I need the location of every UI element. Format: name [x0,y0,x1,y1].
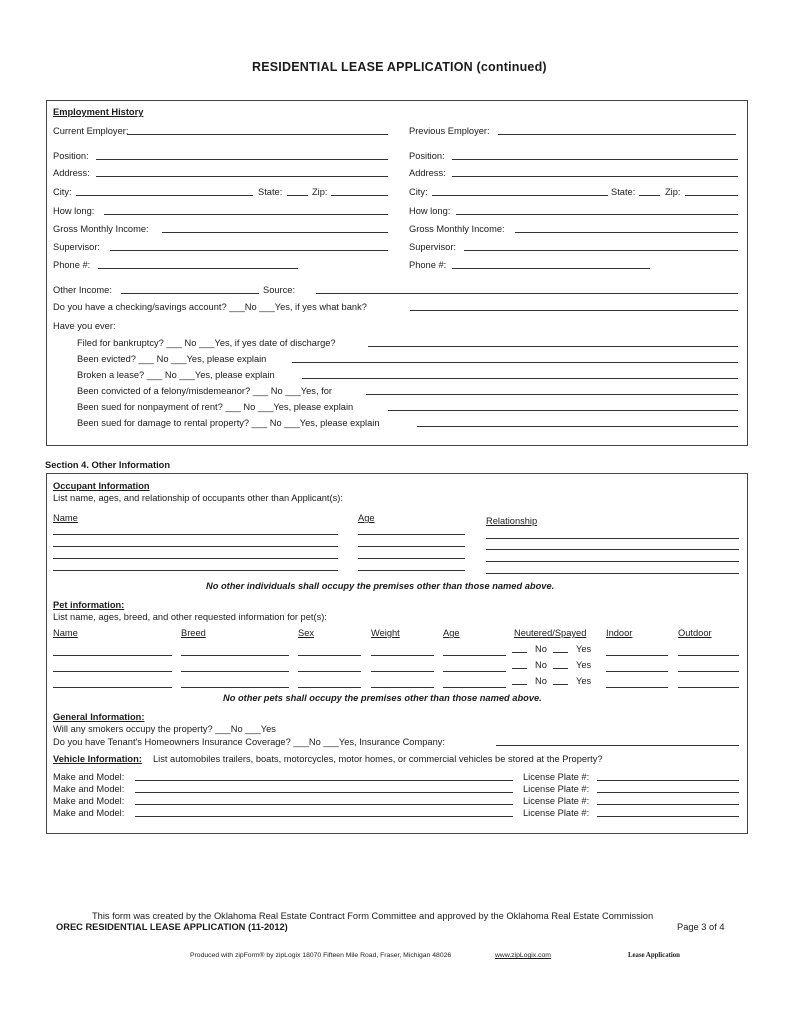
occupant-name-field[interactable] [53,558,338,559]
pet-indoor-field[interactable] [606,655,668,656]
prev-how-long-field[interactable] [456,214,738,215]
pet-col-indoor: Indoor [606,628,633,638]
occupant-note: No other individuals shall occupy the premises other than those named above. [206,581,555,591]
bankruptcy-field[interactable] [368,346,738,347]
pet-col-outdoor: Outdoor [678,628,712,638]
pet-neutered-no-label: No [535,660,547,670]
pet-outdoor-field[interactable] [678,687,739,688]
state-field[interactable] [287,195,308,196]
evicted-question: Been evicted? ___ No ___Yes, please explain [77,354,267,364]
pet-neutered-yes-label: Yes [576,676,592,686]
pet-weight-field[interactable] [371,655,434,656]
occupant-col-name: Name [53,513,78,523]
make-model-field[interactable] [135,816,513,817]
pet-neutered-yes-check[interactable] [553,652,568,653]
have-you-ever-label: Have you ever: [53,321,116,331]
phone-label: Phone #: [53,260,91,270]
pet-weight-field[interactable] [371,687,434,688]
make-model-label: Make and Model: [53,772,125,782]
city-label: City: [53,187,72,197]
current-employer-field[interactable] [127,134,388,135]
make-model-label: Make and Model: [53,808,125,818]
occupant-instructions: List name, ages, and relationship of occupants other than Applicant(s): [53,493,343,503]
make-model-label: Make and Model: [53,796,125,806]
zip-label: Zip: [312,187,328,197]
smokers-question: Will any smokers occupy the property? ___No ___Yes [53,724,276,734]
evicted-field[interactable] [292,362,738,363]
damage-field[interactable] [417,426,738,427]
prev-phone-field[interactable] [452,268,650,269]
nonpayment-field[interactable] [388,410,738,411]
prev-supervisor-label: Supervisor: [409,242,457,252]
pet-breed-field[interactable] [181,671,289,672]
other-income-field[interactable] [121,293,259,294]
pet-sex-field[interactable] [298,655,361,656]
pet-note: No other pets shall occupy the premises other than those named above. [223,693,542,703]
occupant-name-field[interactable] [53,534,338,535]
current-employer-label: Current Employer: [53,126,129,136]
pet-neutered-no-check[interactable] [512,684,527,685]
position-label: Position: [53,151,89,161]
insurance-company-field[interactable] [496,745,739,746]
pet-neutered-no-label: No [535,676,547,686]
pet-col-neutered: Neutered/Spayed [514,628,587,638]
pet-age-field[interactable] [443,655,506,656]
license-plate-field[interactable] [597,780,739,781]
other-income-label: Other Income: [53,285,112,295]
prev-state-field[interactable] [639,195,660,196]
address-label: Address: [53,168,90,178]
vehicle-heading: Vehicle Information: [53,754,142,764]
occupant-name-field[interactable] [53,570,338,571]
make-model-field[interactable] [135,780,513,781]
previous-employer-label: Previous Employer: [409,126,490,136]
pet-heading: Pet information: [53,600,125,610]
prev-position-field[interactable] [452,159,738,160]
make-model-field[interactable] [135,792,513,793]
pet-indoor-field[interactable] [606,671,668,672]
occupant-age-field[interactable] [358,558,465,559]
license-plate-field[interactable] [597,804,739,805]
license-plate-label: License Plate #: [523,808,590,818]
prev-city-field[interactable] [432,195,608,196]
source-field[interactable] [316,293,738,294]
pet-indoor-field[interactable] [606,687,668,688]
address-field[interactable] [96,176,388,177]
pet-age-field[interactable] [443,671,506,672]
prev-city-label: City: [409,187,428,197]
position-field[interactable] [96,159,388,160]
occupant-relationship-field[interactable] [486,561,739,562]
previous-employer-field[interactable] [498,134,736,135]
pet-name-field[interactable] [53,687,172,688]
footer-produced-by: Produced with zipForm® by zipLogix 18070 Fifteen Mile Road, Fraser, Michigan 48026 [190,952,452,959]
prev-position-label: Position: [409,151,445,161]
prev-supervisor-field[interactable] [464,250,738,251]
pet-neutered-no-label: No [535,644,547,654]
occupant-relationship-field[interactable] [486,573,739,574]
vehicle-instructions: List automobiles trailers, boats, motorcycles, motor homes, or commercial vehicles be stored at the Property? [153,754,603,764]
prev-phone-label: Phone #: [409,260,447,270]
pet-sex-field[interactable] [298,671,361,672]
occupant-col-age: Age [358,513,375,523]
footer-created-by: This form was created by the Oklahoma Real Estate Contract Form Committee and approved by the Oklahoma Real Estate Commission [92,911,654,921]
pet-outdoor-field[interactable] [678,671,739,672]
occupant-age-field[interactable] [358,570,465,571]
make-model-field[interactable] [135,804,513,805]
pet-breed-field[interactable] [181,687,289,688]
pet-col-sex: Sex [298,628,315,638]
prev-address-label: Address: [409,168,446,178]
zip-field[interactable] [331,195,388,196]
bank-field[interactable] [410,310,738,311]
broken-lease-field[interactable] [302,378,738,379]
section4-heading: Section 4. Other Information [45,460,171,470]
bank-question: Do you have a checking/savings account? ___No ___Yes, if yes what bank? [53,302,367,312]
occupant-col-relationship: Relationship [486,516,538,526]
pet-col-name: Name [53,628,78,638]
pet-instructions: List name, ages, breed, and other requested information for pet(s): [53,612,327,622]
pet-neutered-yes-check[interactable] [553,684,568,685]
pet-weight-field[interactable] [371,671,434,672]
page-title: RESIDENTIAL LEASE APPLICATION (continued) [252,60,547,74]
prev-zip-label: Zip: [665,187,681,197]
bankruptcy-question: Filed for bankruptcy? ___ No ___Yes, if yes date of discharge? [77,338,336,348]
employment-history-heading: Employment History [53,107,144,117]
source-label: Source: [263,285,296,295]
pet-breed-field[interactable] [181,655,289,656]
occupant-heading: Occupant Information [53,481,150,491]
license-plate-label: License Plate #: [523,772,590,782]
city-field[interactable] [76,195,253,196]
footer-doc-name: Lease Application [628,952,680,959]
pet-neutered-yes-label: Yes [576,644,592,654]
license-plate-field[interactable] [597,792,739,793]
occupant-relationship-field[interactable] [486,549,739,550]
license-plate-field[interactable] [597,816,739,817]
pet-name-field[interactable] [53,655,172,656]
general-heading: General Information: [53,712,145,722]
state-label: State: [258,187,283,197]
gross-income-field[interactable] [162,232,388,233]
occupant-name-field[interactable] [53,546,338,547]
pet-outdoor-field[interactable] [678,655,739,656]
pet-sex-field[interactable] [298,687,361,688]
gross-income-label: Gross Monthly Income: [53,224,149,234]
prev-state-label: State: [611,187,636,197]
pet-col-breed: Breed [181,628,206,638]
pet-neutered-no-check[interactable] [512,668,527,669]
license-plate-label: License Plate #: [523,784,590,794]
footer-url-link[interactable]: www.zipLogix.com [495,952,551,959]
pet-age-field[interactable] [443,687,506,688]
broken-lease-question: Broken a lease? ___ No ___Yes, please explain [77,370,275,380]
how-long-field[interactable] [104,214,388,215]
license-plate-label: License Plate #: [523,796,590,806]
felony-field[interactable] [366,394,738,395]
pet-col-age: Age [443,628,460,638]
pet-col-weight: Weight [371,628,400,638]
prev-gross-income-label: Gross Monthly Income: [409,224,505,234]
prev-address-field[interactable] [452,176,738,177]
pet-name-field[interactable] [53,671,172,672]
felony-question: Been convicted of a felony/misdemeanor? ___ No ___Yes, for [77,386,332,396]
supervisor-label: Supervisor: [53,242,101,252]
occupant-age-field[interactable] [358,546,465,547]
footer-form-name: OREC RESIDENTIAL LEASE APPLICATION (11-2012) [56,922,288,932]
prev-gross-income-field[interactable] [515,232,738,233]
occupant-relationship-field[interactable] [486,538,739,539]
how-long-label: How long: [53,206,95,216]
occupant-age-field[interactable] [358,534,465,535]
damage-question: Been sued for damage to rental property? ___ No ___Yes, please explain [77,418,380,428]
supervisor-field[interactable] [110,250,388,251]
prev-zip-field[interactable] [685,195,738,196]
pet-neutered-no-check[interactable] [512,652,527,653]
phone-field[interactable] [98,268,298,269]
prev-how-long-label: How long: [409,206,451,216]
footer-page-number: Page 3 of 4 [677,922,725,932]
insurance-question: Do you have Tenant's Homeowners Insurance Coverage? ___No ___Yes, Insurance Company: [53,737,445,747]
make-model-label: Make and Model: [53,784,125,794]
nonpayment-question: Been sued for nonpayment of rent? ___ No ___Yes, please explain [77,402,354,412]
pet-neutered-yes-check[interactable] [553,668,568,669]
pet-neutered-yes-label: Yes [576,660,592,670]
